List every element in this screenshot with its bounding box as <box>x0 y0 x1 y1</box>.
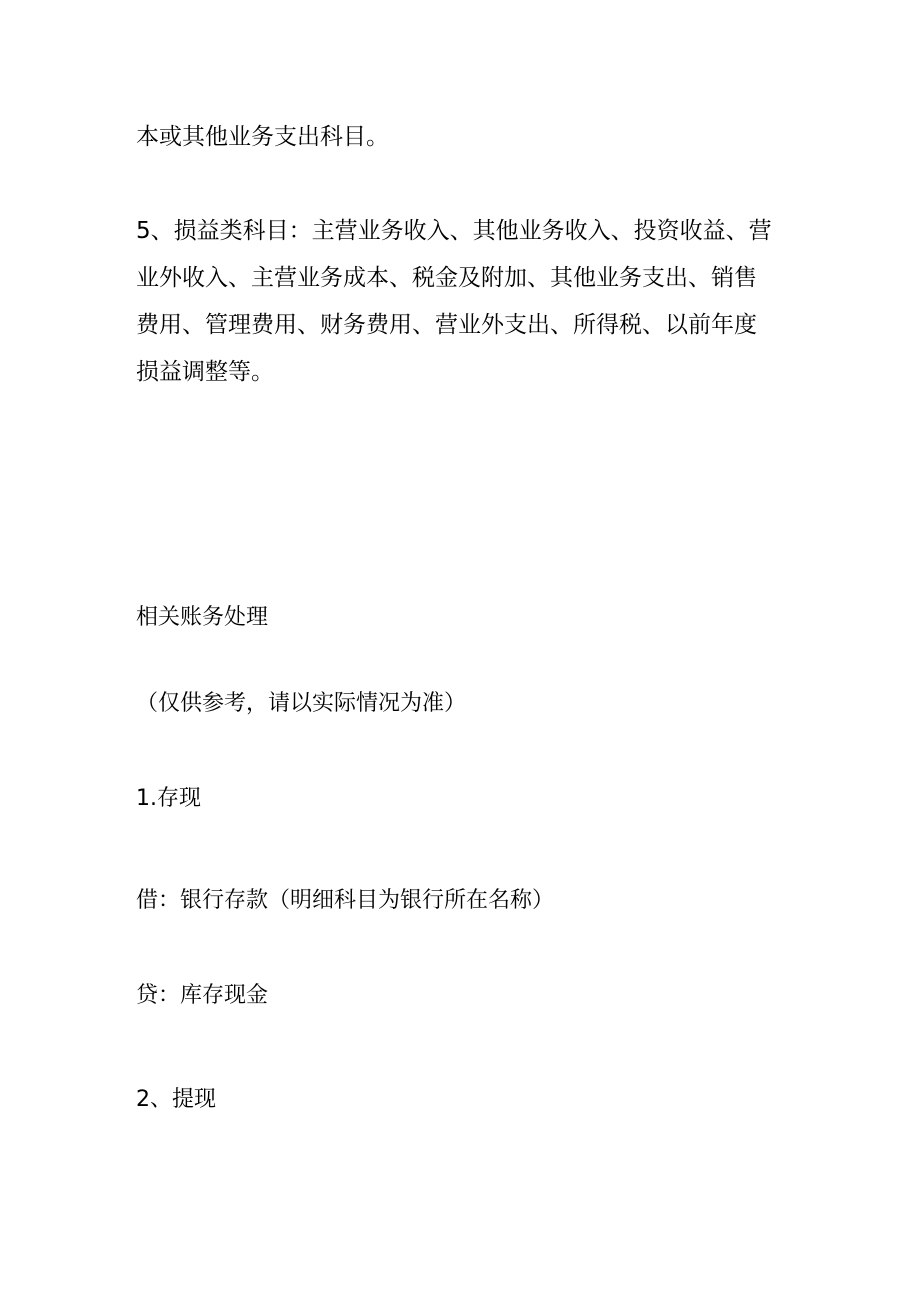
reference-note: （仅供参考，请以实际情况为准） <box>136 691 467 716</box>
section-title: 相关账务处理 <box>136 605 269 630</box>
item-5-line: 费用、管理费用、财务费用、营业外支出、所得税、以前年度 <box>136 312 757 338</box>
item-5-line: 业外收入、主营业务成本、税金及附加、其他业务支出、销售 <box>136 265 757 291</box>
entry-1-title: 1.存现 <box>136 786 201 811</box>
entry-1-debit: 借：银行存款（明细科目为银行所在名称） <box>136 888 555 913</box>
item-5-paragraph <box>136 208 772 396</box>
entry-1-credit: 贷：库存现金 <box>136 983 269 1008</box>
continuation-text: 本或其他业务支出科目。 <box>136 124 389 150</box>
entry-2-title: 2、提现 <box>136 1087 216 1112</box>
item-5-line: 5、损益类科目：主营业务收入、其他业务收入、投资收益、营 <box>136 218 772 244</box>
item-5-line: 损益调整等。 <box>136 359 274 385</box>
